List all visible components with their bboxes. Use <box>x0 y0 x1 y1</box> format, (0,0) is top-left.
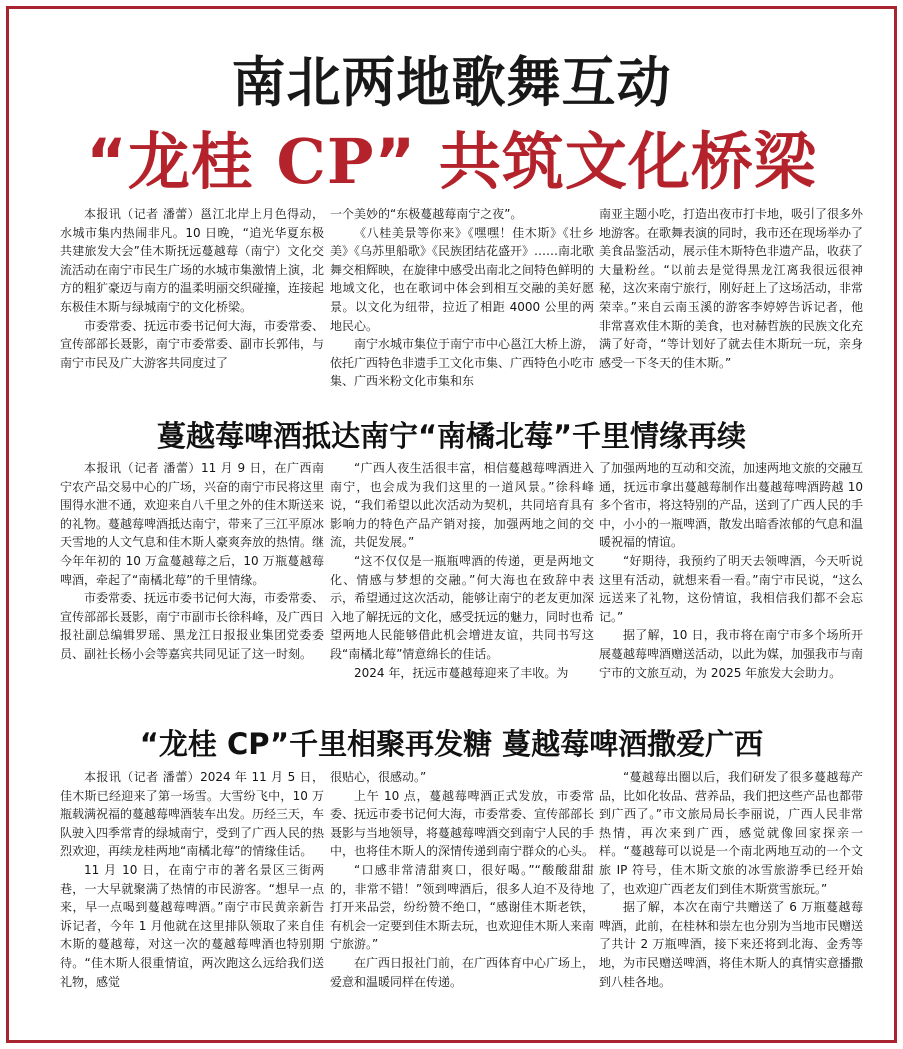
section-2 <box>0 459 903 709</box>
section-1-column-1 <box>60 205 324 395</box>
paragraph: “口感非常清甜爽口，很好喝。”“酸酸甜甜的，非常不错！”领到啤酒后，很多人迫不及待地打开来品尝，纷纷赞不绝口，“感谢佳木斯老铁，有机会一定要到佳木斯去玩，也欢迎佳木斯人来南宁旅游。” <box>330 862 594 952</box>
paragraph: “好期待，我预约了明天去领啤酒，今天听说这里有活动，就想来看一看。”南宁市民说，“这么远送来了礼物，这份情谊，我相信我们都不会忘记。” <box>599 553 863 624</box>
paragraph: 《八桂美景等你来》《嘿嘿！佳木斯》《壮乡美》《乌苏里船歌》《民族团结花盛开》……南北歌舞交相辉映，在旋律中感受出南北之间特色鲜明的地域文化，也在歌词中体会到相互交融的美好愿景。以文化为纽带，拉近了相距 4000 公里的两地民心。 <box>330 225 594 333</box>
paragraph: 南宁水城市集位于南宁市中心邕江大桥上游，依托广西特色非遗手工文化市集、广西特色小吃市集、广西米粉文化市集和东 <box>330 337 594 389</box>
section-1-column-3 <box>599 205 863 395</box>
paragraph: 很贴心，很感动。” <box>330 770 427 784</box>
section-3 <box>0 768 903 1040</box>
section-3-column-1 <box>60 768 324 1040</box>
paragraph: 市委常委、抚远市委书记何大海，市委常委、宣传部部长聂影，南宁市委常委、副市长郭伟，与南宁市民及广大游客共同度过了 <box>60 318 324 370</box>
main-title-red-left: “龙桂 <box>86 125 277 198</box>
paragraph: 一个美妙的“东极蔓越莓南宁之夜”。 <box>330 207 523 221</box>
main-title-red-cp: CP <box>276 125 375 198</box>
paragraph: 了加强两地的互动和交流，加速两地文旅的交融互通，抚远市拿出蔓越莓制作出蔓越莓啤酒跨越 10 多个省市，将这特别的产品，送到了广西人民的手中，小小的一瓶啤酒，散发出暗香浓郁的气息和温暖祝福的情谊。 <box>599 461 863 550</box>
paragraph: “蔓越莓出圈以后，我们研发了很多蔓越莓产品，比如化妆品、营养品，我们把这些产品也都带到广西了。”市文旅局局长李丽说，广西人民非常热情，再次来到广西，感觉就像回家探亲一样。“蔓越莓可以说是一个南北两地互动的一个文旅 IP 符号，佳木斯文旅的冰雪旅游季已经开始了，也欢迎广西老友们到佳木斯赏雪旅玩。” <box>599 770 863 896</box>
paragraph: 据了解，10 日，我市将在南宁市多个场所开展蔓越莓啤酒赠送活动，以此为媒，加强我市与南宁市的文旅互动，为 2025 年旅发大会助力。 <box>599 628 863 680</box>
section-3-headline: “龙桂 CP”千里相聚再发糖 蔓越莓啤酒撒爱广西 <box>139 727 764 761</box>
section-2-column-3 <box>599 459 863 709</box>
section-1-column-2 <box>330 205 594 395</box>
section-3-column-2 <box>330 768 594 1040</box>
paragraph: 市委常委、抚远市委书记何大海，市委常委、宣传部部长聂影，南宁市副市长徐科峰，及广西日报社副总编辑罗瑶、黑龙江日报报业集团党委委员、副社长杨小会等嘉宾共同见证了这一时刻。 <box>60 591 324 661</box>
paragraph: 11 月 10 日，在南宁市的著名景区三街两巷，一大早就聚满了热情的市民游客。“想早一点来，早一点喝到蔓越莓啤酒。”南宁市民黄亲新告诉记者，今年 1 月他就在这里排队领取了来自佳木斯的蔓越莓，对这一次的蔓越莓啤酒也特别期待。“佳木斯人很重情谊，两次跑这么远给我们送礼物，感觉 <box>60 862 324 989</box>
section-2-column-1 <box>60 459 324 709</box>
paragraph: 在广西日报社门前，在广西体育中心广场上，爱意和温暖同样在传递。 <box>330 955 594 989</box>
section-2-column-2 <box>330 459 594 709</box>
main-title-red <box>0 112 903 201</box>
section-2-headline: 蔓越莓啤酒抵达南宁“南橘北莓”千里情缘再续 <box>156 419 747 453</box>
main-title-red-right: ” 共筑文化桥梁 <box>374 125 817 198</box>
section-1 <box>0 205 903 395</box>
main-title: 南北两地歌舞互动 <box>231 51 672 114</box>
paragraph: 2024 年，抚远市蔓越莓迎来了丰收。为 <box>354 665 569 680</box>
paragraph: “广西人夜生活很丰富，相信蔓越莓啤酒进入南宁，也会成为我们这里的一道风景。”徐科峰说，“我们希望以此次活动为契机，共同培育具有影响力的特色产品产销对接，加强两地之间的交流，共促发展。” <box>330 461 594 550</box>
paragraph: 本报讯（记者 潘蕾）11 月 9 日，在广西南宁农产品交易中心的广场，兴奋的南宁市民将这里围得水泄不通，欢迎来自八千里之外的佳木斯送来的礼物。蔓越莓啤酒抵达南宁，带来了三江平原冰天雪地的人文气息和佳木斯人豪爽奔放的热情。继今年年初的 10 万盒蔓越莓之后，10 万瓶蔓越莓啤酒，牵起了“南橘北莓”的千里情缘。 <box>60 461 324 587</box>
paragraph: 据了解，本次在南宁共赠送了 6 万瓶蔓越莓啤酒，此前，在桂林和崇左也分别为当地市民赠送了共计 2 万瓶啤酒，接下来还将到北海、金秀等地，为市民赠送啤酒，将佳木斯人的真情实意播撒到八桂各地。 <box>599 900 863 989</box>
section-3-column-3 <box>599 768 863 1040</box>
paragraph: “这不仅仅是一瓶瓶啤酒的传递，更是两地文化、情感与梦想的交融。”何大海也在致辞中表示，希望通过这次活动，能够让南宁的老友更加深入地了解抚远的文化，感受抚远的魅力，同时也希望两地人民能够借此机会增进友谊，共同书写这段“南橘北莓”情意绵长的佳话。 <box>330 553 594 661</box>
paragraph: 南亚主题小吃，打造出夜市打卡地，吸引了很多外地游客。在歌舞表演的同时，我市还在现场举办了美食品鉴活动，展示佳木斯特色非遗产品，收获了大量粉丝。“以前去是觉得黑龙江离我很远很神秘，这次来南宁旅行，刚好赶上了这场活动，非常荣幸。”来自云南玉溪的游客李婷婷告诉记者，他非常喜欢佳木斯的美食，也对赫哲族的民族文化充满了好奇，“等计划好了就去佳木斯玩一玩，亲身感受一下冬天的佳木斯。” <box>599 207 863 370</box>
paragraph: 本报讯（记者 潘蕾）2024 年 11 月 5 日，佳木斯已经迎来了第一场雪。大雪纷飞中，10 万瓶载满祝福的蔓越莓啤酒装车出发。历经三天，车队驶入四季常青的绿城南宁，受到了广西人民的热烈欢迎，再续龙桂两地“南橘北莓”的情缘佳话。 <box>60 770 324 859</box>
paragraph: 本报讯（记者 潘蕾）邕江北岸上月色得动，水城市集内热闹非凡。10 日晚，“追光华夏东极 共建旅发大会”佳木斯抚远蔓越莓（南宁）文化交流活动在南宁市民生广场的水城市集激情上演，北方的粗犷豪迈与南方的温柔明丽交织碰撞，连接起东极佳木斯与绿城南宁的文化桥梁。 <box>60 207 324 314</box>
paragraph: 上午 10 点，蔓越莓啤酒正式发放，市委常委、抚远市委书记何大海，市委常委、宣传部部长聂影与当地领导，将蔓越莓啤酒交到南宁人民的手中，也将佳木斯人的深情传递到南宁群众的心头。 <box>330 788 594 859</box>
